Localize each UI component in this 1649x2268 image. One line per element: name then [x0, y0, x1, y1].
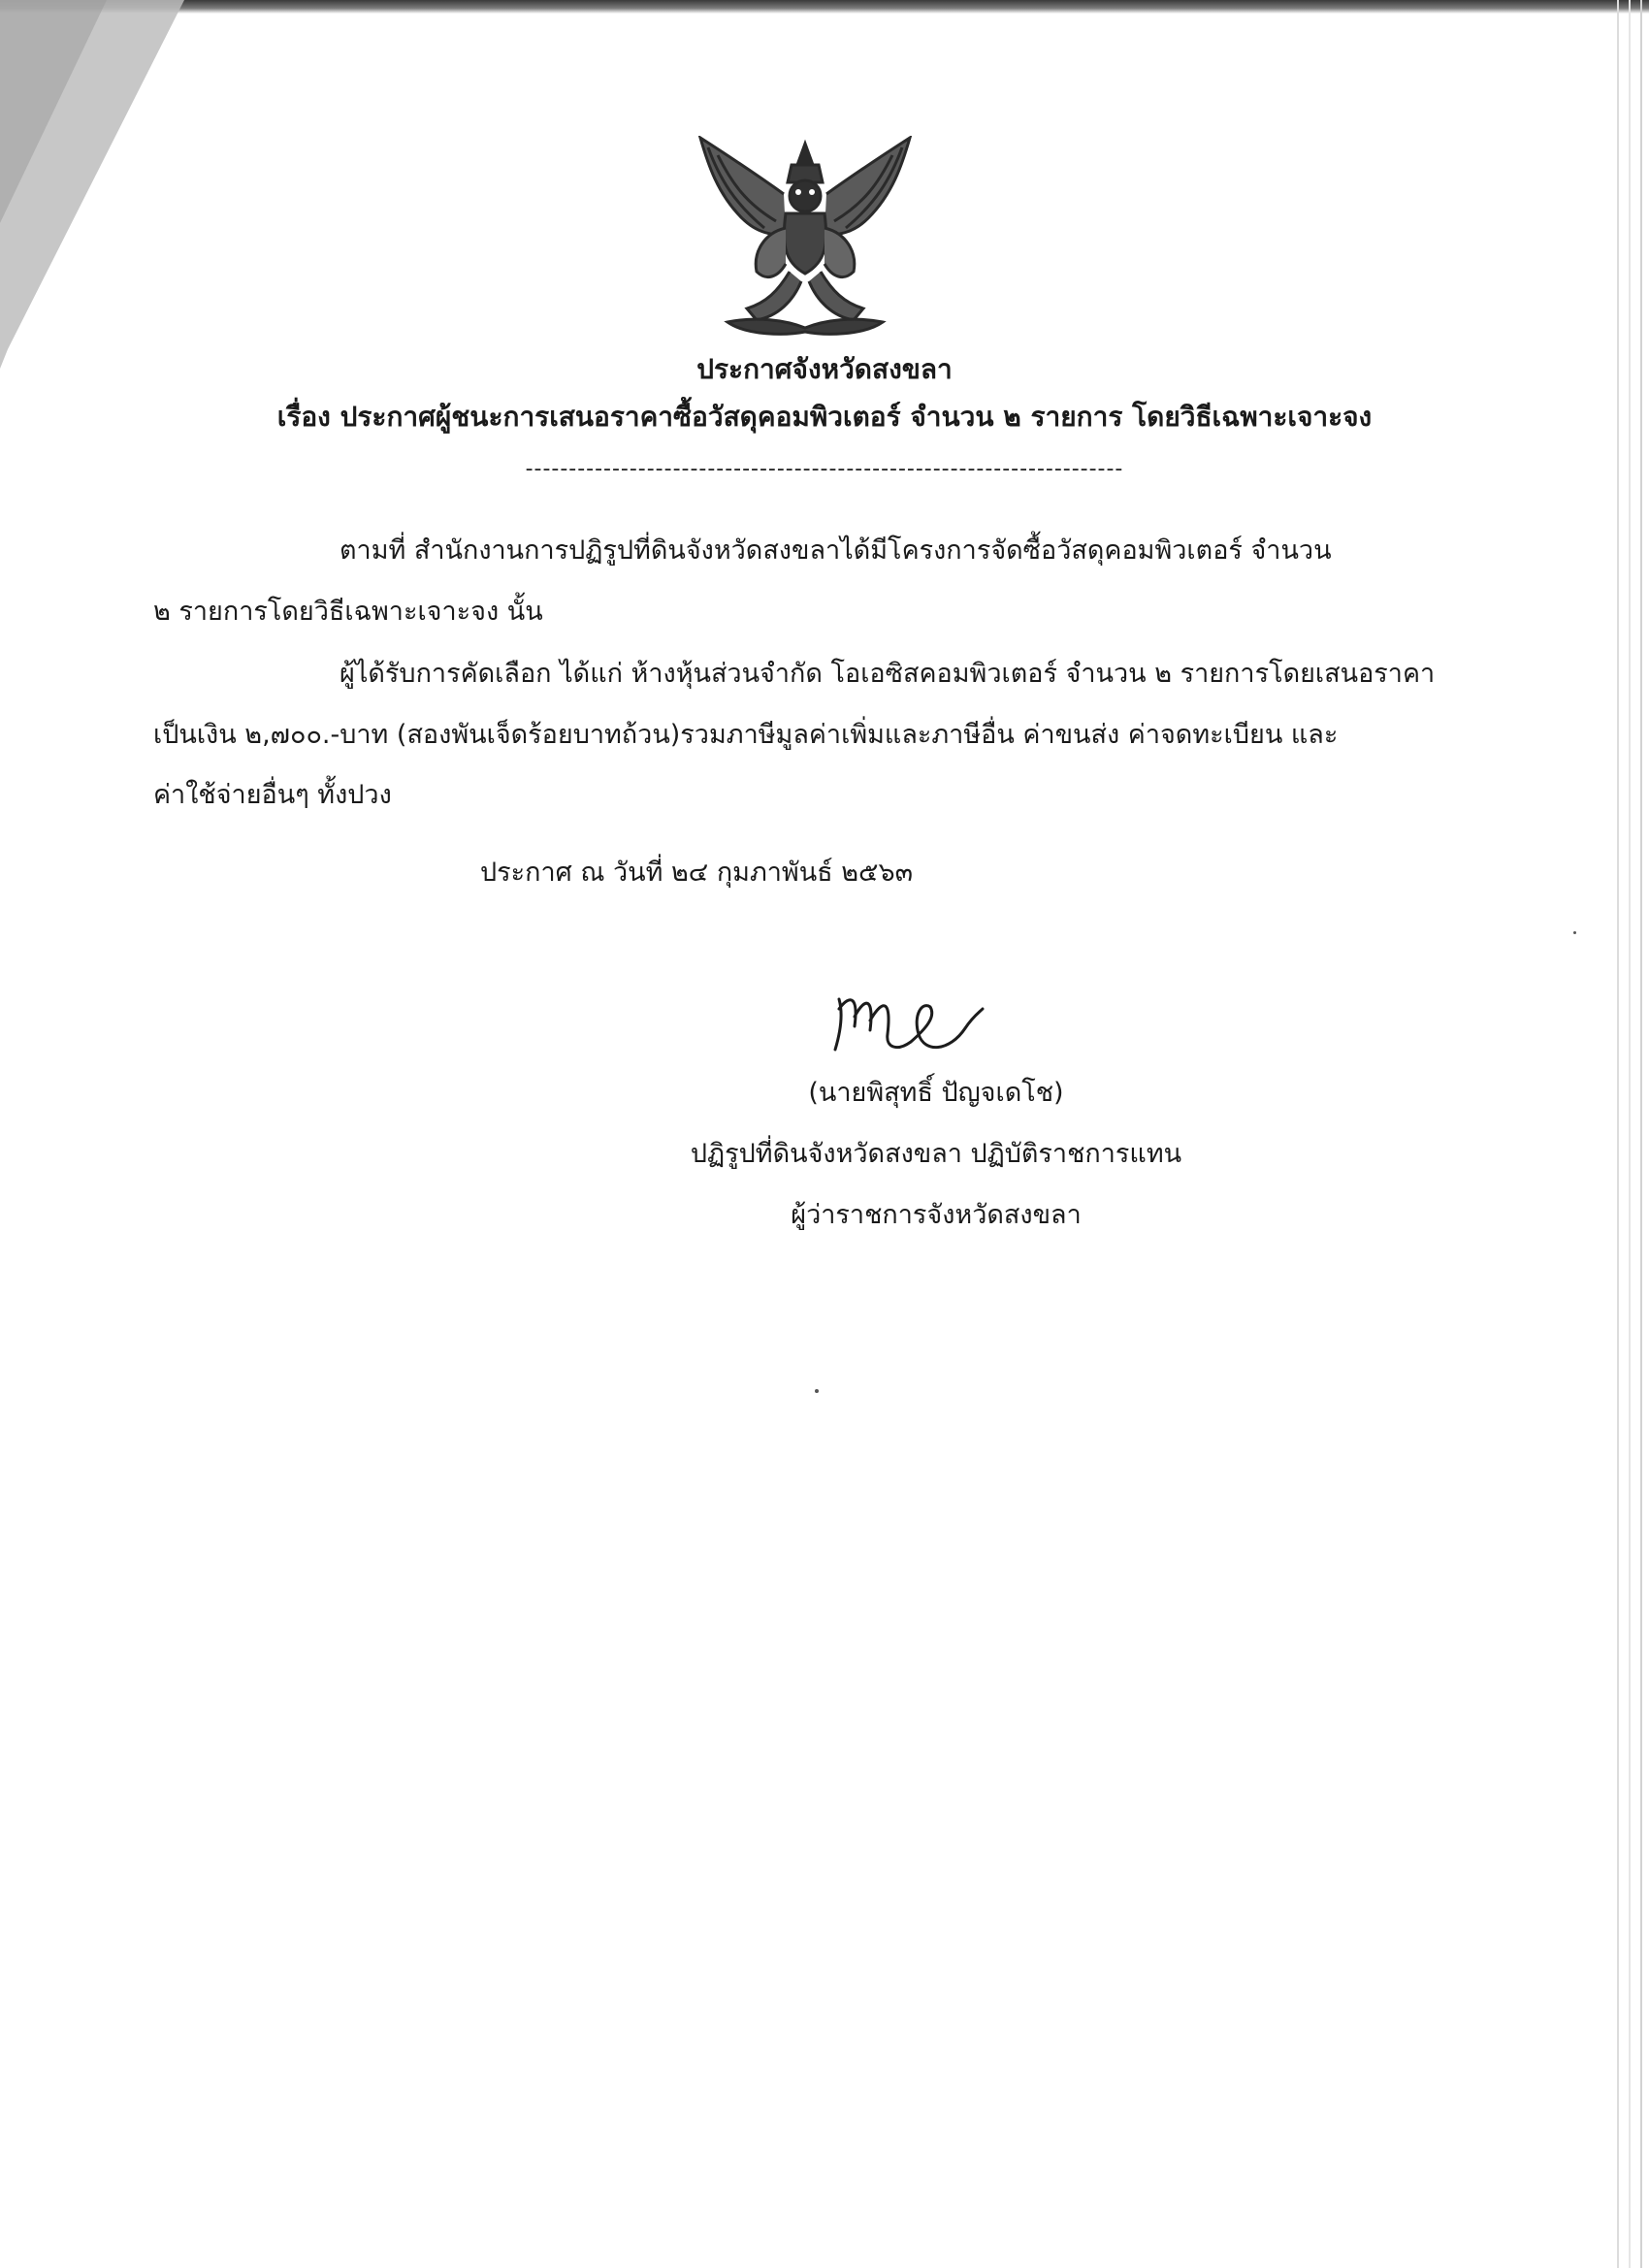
handwritten-signature — [829, 970, 985, 1062]
announcement-title: ประกาศจังหวัดสงขลา — [696, 353, 953, 385]
scan-speck — [815, 1389, 819, 1393]
scan-speck — [1573, 931, 1576, 934]
paragraph-2-line-3: ค่าใช้จ่ายอื่นๆ ทั้งปวง — [153, 780, 392, 810]
paragraph-1-line-1: ตามที่ สำนักงานการปฏิรูปที่ดินจังหวัดสงขลาได้มีโครงการจัดซื้อวัสดุคอมพิวเตอร์ จำนวน — [340, 535, 1332, 566]
paragraph-1-line-2: ๒ รายการโดยวิธีเฉพาะเจาะจง นั้น — [153, 597, 543, 627]
paragraph-2-line-1: ผู้ได้รับการคัดเลือก ได้แก่ ห้างหุ้นส่วนจำกัด โอเอซิสคอมพิวเตอร์ จำนวน ๒ รายการโดยเสนอราคา — [340, 659, 1436, 689]
announcement-date: ประกาศ ณ วันที่ ๒๔ กุมภาพันธ์ ๒๕๖๓ — [480, 858, 914, 888]
signatory-position-line-1: ปฏิรูปที่ดินจังหวัดสงขลา ปฏิบัติราชการแทน — [690, 1139, 1182, 1169]
garuda-emblem-icon — [689, 136, 922, 340]
divider-line: --------------------------------------------------------------------- — [525, 457, 1124, 481]
announcement-subject: เรื่อง ประกาศผู้ชนะการเสนอราคาซื้อวัสดุคอมพิวเตอร์ จำนวน ๒ รายการ โดยวิธีเฉพาะเจาะจง — [276, 401, 1373, 433]
signatory-name: (นายพิสุทธิ์ ปัญจเดโช) — [808, 1078, 1064, 1108]
signatory-position-line-2: ผู้ว่าราชการจังหวัดสงขลา — [791, 1200, 1082, 1230]
paragraph-2-line-2: เป็นเงิน ๒,๗๐๐.-บาท (สองพันเจ็ดร้อยบาทถ้วน)รวมภาษีมูลค่าเพิ่มและภาษีอื่น ค่าขนส่ง ค่าจดทะเบียน และ — [153, 720, 1339, 750]
